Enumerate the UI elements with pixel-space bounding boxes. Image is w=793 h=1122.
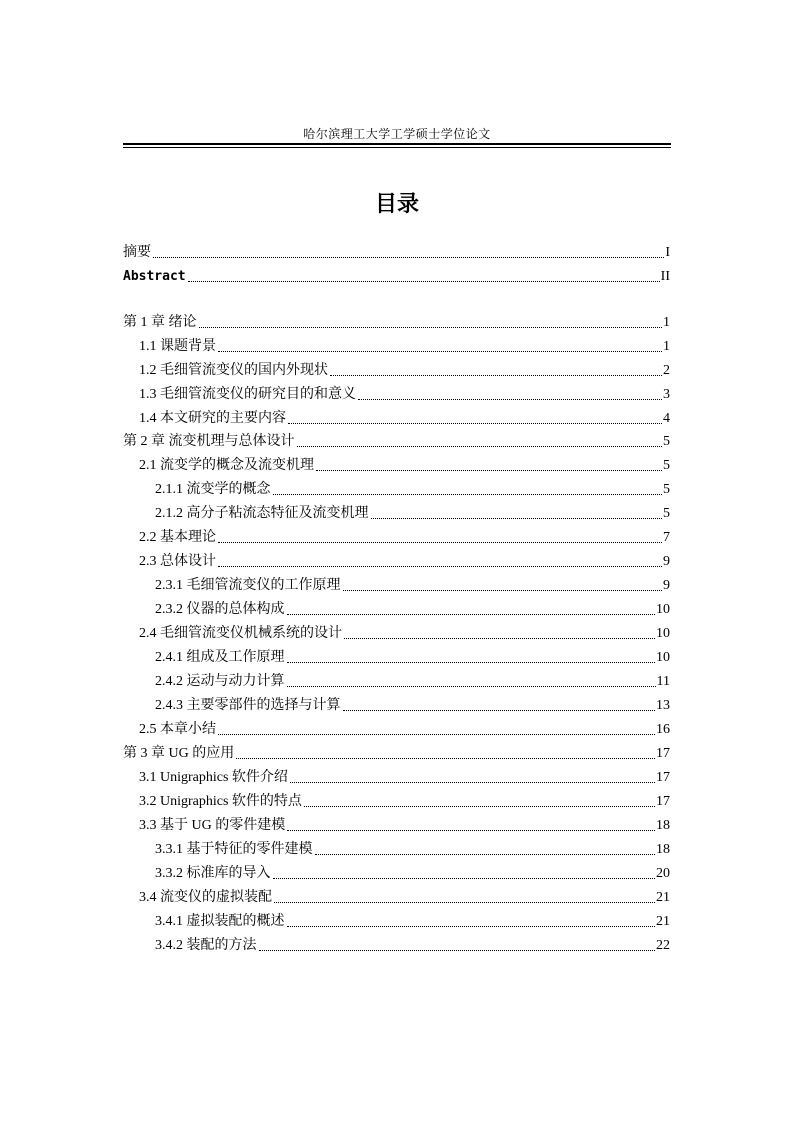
toc-entry-label: 第 2 章 流变机理与总体设计	[123, 434, 295, 449]
toc-entry	[123, 813, 670, 835]
toc-dot-leader	[290, 782, 655, 783]
toc-dot-leader	[218, 542, 662, 543]
toc-entry-page-number: 21	[656, 914, 670, 929]
toc-entry	[123, 240, 670, 262]
toc-dot-leader	[304, 806, 655, 807]
toc-entry-label: 2.4 毛细管流变仪机械系统的设计	[139, 626, 342, 641]
toc-entry-label: 第 1 章 绪论	[123, 315, 197, 330]
toc-dot-leader	[218, 566, 662, 567]
toc-entry	[123, 573, 670, 595]
toc-entry-page-number: 10	[656, 626, 670, 641]
toc-entry-page-number: 20	[656, 866, 670, 881]
toc-entry-label: 3.4.1 虚拟装配的概述	[155, 914, 285, 929]
toc-entry-page-number: 1	[663, 315, 670, 330]
toc-entry-label: 2.2 基本理论	[139, 530, 216, 545]
toc-entry-page-number: 5	[663, 506, 670, 521]
toc-dot-leader	[287, 614, 656, 615]
toc-dot-leader	[287, 830, 655, 831]
toc-entry-page-number: I	[665, 245, 670, 260]
toc-dot-leader	[297, 446, 663, 447]
toc-entry-label: 2.3.1 毛细管流变仪的工作原理	[155, 578, 341, 593]
toc-entry-page-number: 3	[663, 387, 670, 402]
toc-title: 目录	[374, 192, 419, 217]
toc-dot-leader	[287, 662, 656, 663]
toc-entry-page-number: 11	[656, 674, 670, 689]
toc-dot-leader	[287, 686, 656, 687]
toc-dot-leader	[316, 470, 662, 471]
toc-dot-leader	[330, 375, 662, 376]
toc-entry	[123, 645, 670, 667]
toc-entry	[123, 837, 670, 859]
header-rule-thin	[123, 147, 671, 148]
toc-dot-leader	[287, 926, 656, 927]
toc-entry-page-number: 22	[656, 938, 670, 953]
toc-dot-leader	[188, 281, 660, 282]
toc-entry-label: 1.2 毛细管流变仪的国内外现状	[139, 363, 328, 378]
toc-entry-page-number: 2	[663, 363, 670, 378]
toc-entry-label: 3.3.2 标准库的导入	[155, 866, 271, 881]
header-rule-thick	[123, 143, 671, 145]
toc-entry-label: 摘要	[123, 245, 151, 260]
toc-dot-leader	[199, 327, 663, 328]
toc-entry	[123, 310, 670, 332]
toc-entry-label: 2.1.2 高分子粘流态特征及流变机理	[155, 506, 369, 521]
toc-entry-label: Abstract	[123, 269, 186, 284]
toc-entry-label: 3.1 Unigraphics 软件介绍	[139, 770, 288, 785]
toc-dot-leader	[153, 257, 664, 258]
toc-dot-leader	[288, 423, 662, 424]
toc-entry	[123, 358, 670, 380]
toc-dot-leader	[315, 854, 656, 855]
toc-dot-leader	[218, 734, 655, 735]
toc-dot-leader	[371, 518, 663, 519]
toc-entry-page-number: 21	[656, 890, 670, 905]
toc-entry	[123, 334, 670, 356]
toc-entry-label: 3.3.1 基于特征的零件建模	[155, 842, 313, 857]
toc-dot-leader	[259, 950, 656, 951]
toc-entry-label: 第 3 章 UG 的应用	[123, 746, 235, 761]
toc-dot-leader	[273, 878, 656, 879]
toc-dot-leader	[218, 351, 662, 352]
toc-entry	[123, 909, 670, 931]
toc-entry-page-number: 16	[656, 722, 670, 737]
running-header: 哈尔滨理工大学工学硕士学位论文	[303, 127, 491, 141]
toc-entry-label: 3.2 Unigraphics 软件的特点	[139, 794, 302, 809]
toc-entry-page-number: 13	[656, 698, 670, 713]
toc-entry-page-number: 10	[656, 602, 670, 617]
toc-entry	[123, 885, 670, 907]
toc-entry	[123, 693, 670, 715]
toc-entry	[123, 789, 670, 811]
toc-entry	[123, 765, 670, 787]
toc-entry-page-number: 18	[656, 818, 670, 833]
toc-dot-leader	[236, 758, 655, 759]
toc-entry	[123, 264, 670, 286]
toc-entry-label: 1.3 毛细管流变仪的研究目的和意义	[139, 387, 356, 402]
toc-entry	[123, 382, 670, 404]
toc-entry-page-number: 7	[663, 530, 670, 545]
toc-entry-label: 3.4.2 装配的方法	[155, 938, 257, 953]
toc-entry	[123, 597, 670, 619]
toc-entry-page-number: 17	[656, 794, 670, 809]
toc-entry-label: 2.3.2 仪器的总体构成	[155, 602, 285, 617]
toc-entry-page-number: 10	[656, 650, 670, 665]
toc-entry	[123, 717, 670, 739]
toc-entry-label: 3.4 流变仪的虚拟装配	[139, 890, 272, 905]
toc-entry-label: 2.4.2 运动与动力计算	[155, 674, 285, 689]
toc-entry-page-number: 5	[663, 482, 670, 497]
toc-entry	[123, 406, 670, 428]
toc-dot-leader	[344, 638, 655, 639]
toc-entry-label: 3.3 基于 UG 的零件建模	[139, 818, 286, 833]
toc-entry-label: 2.1.1 流变学的概念	[155, 482, 271, 497]
toc-entry	[123, 621, 670, 643]
toc-entry	[123, 861, 670, 883]
toc-entry-label: 2.1 流变学的概念及流变机理	[139, 458, 314, 473]
toc-entry	[123, 933, 670, 955]
toc-entry-page-number: 5	[663, 458, 670, 473]
toc-entry	[123, 549, 670, 571]
toc-entry-label: 2.5 本章小结	[139, 722, 216, 737]
toc-entry-page-number: 9	[663, 554, 670, 569]
toc-entry-page-number: 4	[663, 411, 670, 426]
toc-entry-label: 2.3 总体设计	[139, 554, 216, 569]
toc-dot-leader	[343, 710, 656, 711]
toc-entry	[123, 501, 670, 523]
toc-entry	[123, 477, 670, 499]
toc-entry-page-number: II	[660, 269, 670, 284]
toc-entry-page-number: 18	[656, 842, 670, 857]
toc-entry-page-number: 9	[663, 578, 670, 593]
toc-entry-page-number: 1	[663, 339, 670, 354]
toc-entry-page-number: 17	[656, 770, 670, 785]
toc-entry-label: 2.4.1 组成及工作原理	[155, 650, 285, 665]
toc-dot-leader	[273, 494, 663, 495]
toc-dot-leader	[343, 590, 663, 591]
toc-entry	[123, 429, 670, 451]
toc-entry-label: 2.4.3 主要零部件的选择与计算	[155, 698, 341, 713]
toc-entry	[123, 669, 670, 691]
toc-entry-page-number: 5	[663, 434, 670, 449]
toc-entry-label: 1.1 课题背景	[139, 339, 216, 354]
toc-entry	[123, 741, 670, 763]
toc-entry	[123, 453, 670, 475]
toc-entry-page-number: 17	[656, 746, 670, 761]
toc-entry-label: 1.4 本文研究的主要内容	[139, 411, 286, 426]
toc-entry	[123, 525, 670, 547]
toc-dot-leader	[358, 399, 662, 400]
toc-dot-leader	[274, 902, 655, 903]
